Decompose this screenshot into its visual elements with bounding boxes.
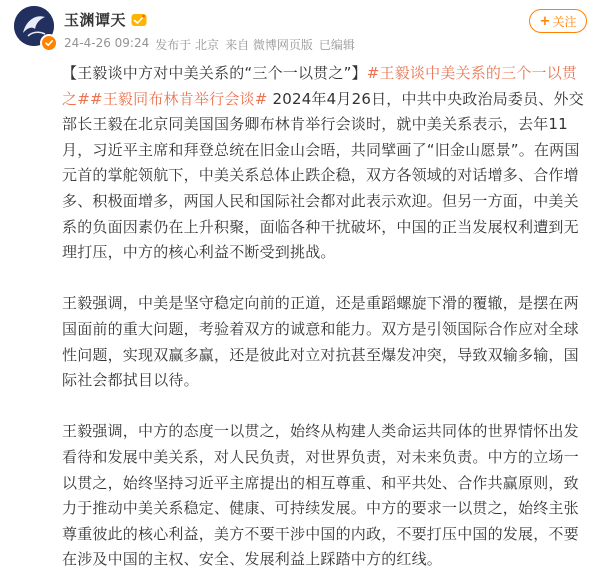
follow-button[interactable] (529, 9, 587, 33)
paragraph-spacer (62, 394, 592, 420)
post-content (62, 61, 592, 573)
paragraph-1 (62, 61, 592, 266)
post-source: 来自 微博网页版 (225, 38, 313, 52)
edited-label[interactable]: 已编辑 (318, 38, 355, 52)
plus-icon: + (539, 13, 551, 29)
post-header (0, 0, 600, 58)
post-date[interactable]: 24-4-26 09:24 (64, 36, 150, 50)
vip-badge-icon[interactable] (131, 12, 147, 26)
follow-label: 关注 (552, 14, 577, 29)
lead-title: 【王毅谈中方对中美关系的“三个一以贯之”】 (62, 64, 367, 82)
verified-badge-icon (40, 34, 58, 52)
paragraph-2: 王毅强调，中美是坚守稳定向前的正道，还是重蹈螺旋下滑的覆辙，是摆在两国面前的重大问题，考验着双方的诚意和能力。双方是引领国际合作应对全球性问题，实现双赢多赢，还是彼此对立对抗甚至爆发冲突，导致双输多输，国际社会都拭目以待。 (62, 294, 579, 390)
username[interactable]: 玉渊谭天 (64, 10, 127, 29)
name-row (64, 9, 147, 29)
topic-link-2[interactable]: #王毅同布林肯举行会谈# (89, 89, 268, 108)
paragraph-spacer (62, 266, 592, 292)
post-location: 发布于 北京 (155, 38, 220, 52)
paragraph-1-text: 2024年4月26日，中共中央政治局委员、外交部长王毅在北京同美国国务卿布林肯举行会谈时，就中美关系表示，去年11月，习近平主席和拜登总统在旧金山会晤，共同擘画了“旧金山愿景”。在两国元首的掌舵领航下，中美关系总体止跌企稳，双方各领域的对话增多、合作增多、积极面增多，两国人民和国际社会都对此表示欢迎。但另一方面，中美关系的负面因素仍在上升积聚，面临各种干扰破坏，中国的正当发展权利遭到无理打压，中方的核心利益不断受到挑战。 (62, 89, 584, 262)
paragraph-3: 王毅强调，中方的态度一以贯之，始终从构建人类命运共同体的世界情怀出发看待和发展中美关系，对人民负责，对世界负责，对未来负责。中方的立场一以贯之，始终坚持习近平主席提出的相互尊重、和平共处、合作共赢原则，致力于推动中美关系稳定、健康、可持续发展。中方的要求一以贯之，始终主张尊重彼此的核心利益，美方不要干涉中国的内政，不要打压中国的发展，不要在涉及中国的主权、安全、发展利益上踩踏中方的红线。 (62, 422, 579, 569)
topic-link-1[interactable]: #王毅谈中美关系的三个一以贯之# (62, 64, 578, 108)
post-meta (64, 36, 361, 53)
